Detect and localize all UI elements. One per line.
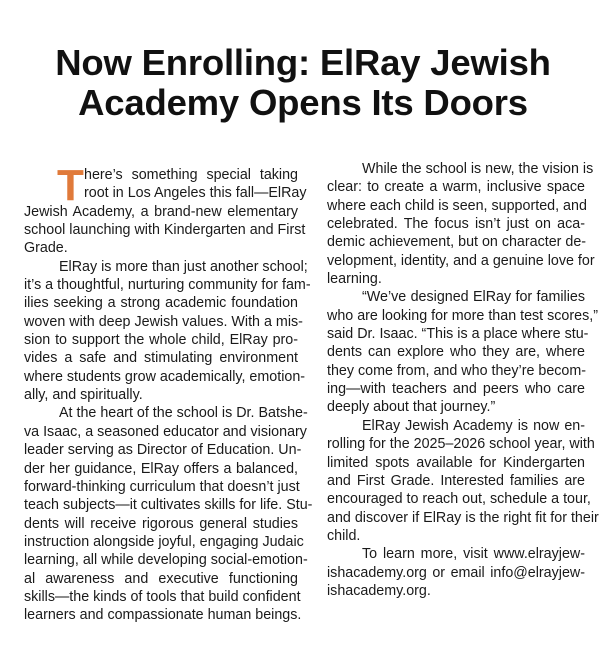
text-line: teach subjects—it cultivates skills for life. Stu- — [24, 497, 313, 514]
paragraph — [327, 160, 595, 288]
text-line: limited spots available for Kindergarten — [327, 454, 585, 471]
text-line: school launching with Kindergarten and First — [24, 222, 306, 239]
text-line: To learn more, visit www.elrayjew- — [362, 546, 585, 563]
text-line: deeply about that journey.” — [327, 399, 496, 416]
paragraph — [327, 417, 599, 545]
text-line: and First Grade. Interested families are — [327, 472, 585, 489]
text-line: vides a safe and stimulating environment — [24, 350, 298, 367]
paragraph — [24, 258, 311, 405]
left-column — [24, 161, 313, 625]
text-line: child. — [327, 527, 361, 544]
text-line: ing—with teachers and peers who care — [327, 381, 585, 398]
text-line: it’s a thoughtful, nurturing community for fam- — [24, 277, 311, 294]
text-line: clear: to create a warm, inclusive space — [327, 179, 585, 196]
text-line: learners and compassionate human beings. — [24, 607, 302, 624]
text-line: Jewish Academy, a brand-new elementary — [24, 203, 298, 220]
text-line: velopment, identity, and a genuine love for — [327, 252, 595, 269]
text-line: ilies seeking a strong academic foundation — [24, 295, 298, 312]
text-line: celebrated. The focus isn’t just on aca- — [327, 216, 585, 233]
text-line: ally, and spiritually. — [24, 387, 143, 404]
text-line: leader serving as Director of Education. Un- — [24, 442, 302, 459]
text-line: skills—the kinds of tools that build confident — [24, 588, 301, 605]
drop-cap: T — [57, 161, 84, 210]
text-line: learning, all while developing social-emotion- — [24, 552, 308, 569]
text-line: root in Los Angeles this fall—ElRay — [84, 185, 307, 202]
headline-line-1: Now Enrolling: ElRay Jewish — [55, 42, 551, 83]
text-line: demic achievement, but on character de- — [327, 234, 587, 251]
text-line: forward-thinking curriculum that doesn’t just — [24, 478, 300, 495]
text-line: va Isaac, a seasoned educator and visionary — [24, 423, 307, 440]
text-line: encouraged to reach out, schedule a tour, — [327, 491, 591, 508]
text-line: dents can explore who they are, where — [327, 344, 585, 361]
text-line: der her guidance, ElRay offers a balanced, — [24, 460, 298, 477]
text-line: al awareness and executive functioning — [24, 570, 298, 587]
text-line: “We’ve designed ElRay for families — [362, 289, 585, 306]
text-line: instruction alongside joyful, engaging Judaic — [24, 533, 304, 550]
text-line: woven with deep Jewish values. With a mis- — [24, 313, 303, 330]
text-line: Grade. — [24, 240, 68, 257]
paragraph — [24, 404, 313, 624]
text-line: they come from, and who they’re becom- — [327, 362, 587, 379]
paragraph — [327, 288, 598, 416]
text-line: where students grow academically, emotion- — [24, 368, 306, 385]
right-column — [327, 160, 599, 600]
paragraph — [24, 161, 307, 258]
text-line: here’s something special taking — [84, 167, 298, 183]
text-line: dents will receive rigorous general studies — [24, 515, 298, 532]
text-line: learning. — [327, 271, 382, 288]
text-line: sion to support the whole child, ElRay pro- — [24, 332, 298, 349]
text-line: ElRay Jewish Academy is now en- — [362, 417, 585, 434]
paragraph — [327, 545, 585, 600]
text-line: ishacademy.org. — [327, 582, 431, 599]
text-line: While the school is new, the vision is — [362, 161, 594, 177]
text-line: said Dr. Isaac. “This is a place where stu- — [327, 326, 589, 343]
text-line: and discover if ElRay is the right fit for their — [327, 509, 599, 526]
headline — [0, 43, 606, 123]
headline-line-2: Academy Opens Its Doors — [78, 82, 528, 123]
text-line: where each child is seen, supported, and — [327, 197, 587, 214]
text-line: ElRay is more than just another school; — [59, 258, 308, 275]
text-line: rolling for the 2025–2026 school year, with — [327, 436, 595, 453]
text-line: who are looking for more than test scores,” — [327, 307, 598, 324]
text-line: ishacademy.org or email info@elrayjew- — [327, 564, 585, 581]
text-line: At the heart of the school is Dr. Batshe- — [59, 405, 308, 422]
